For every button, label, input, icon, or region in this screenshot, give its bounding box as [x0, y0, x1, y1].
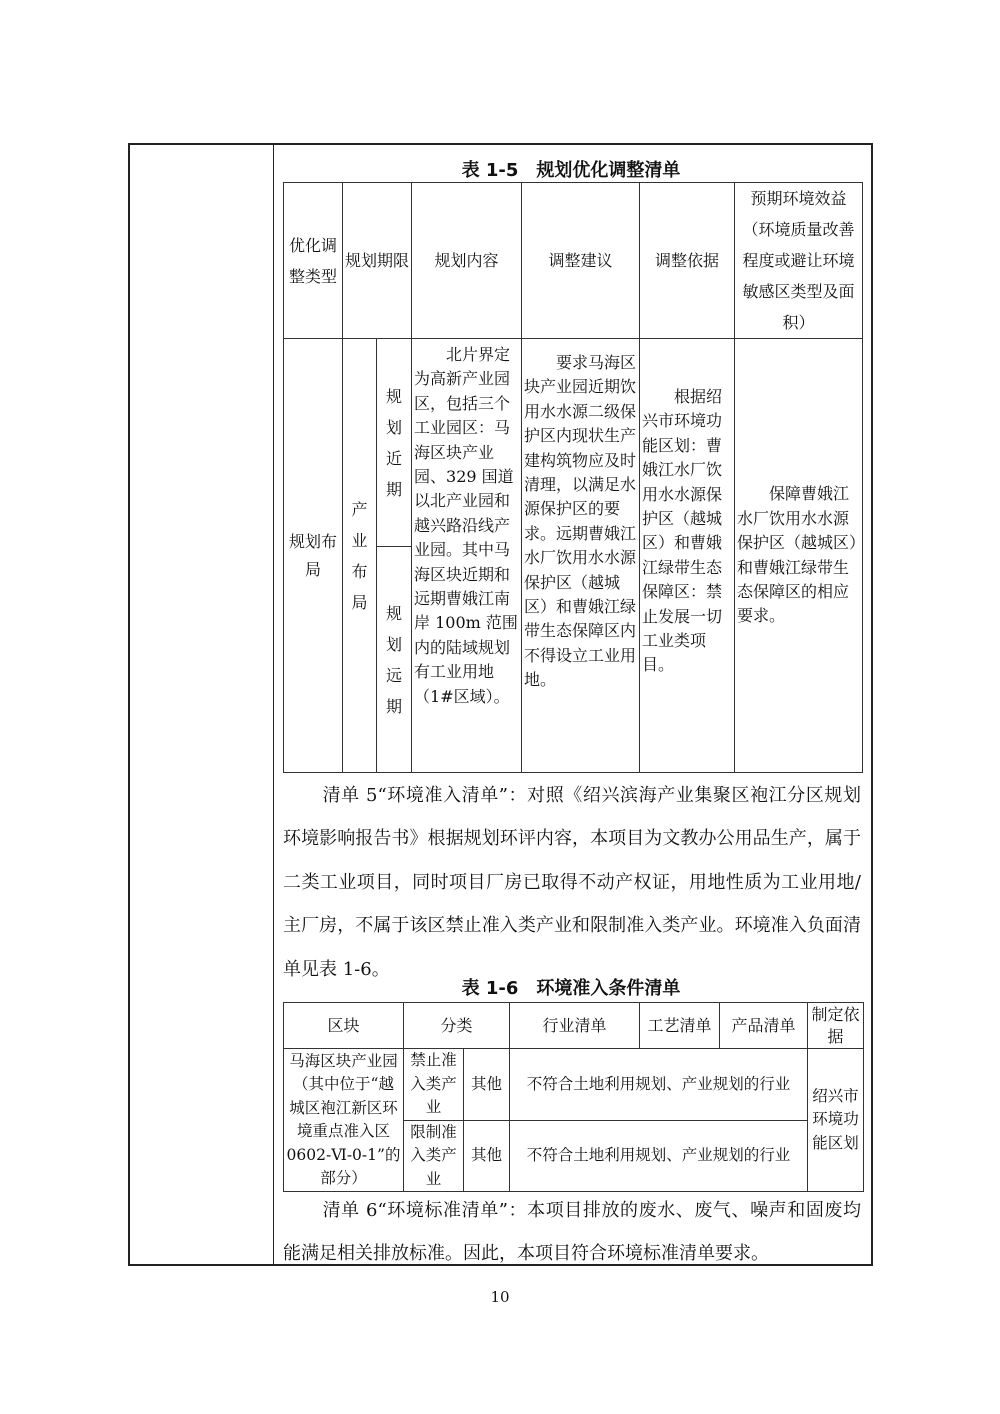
- row-benefit: 保障曹娥江水厂饮用水水源保护区（越城区）和曹娥江绿带生态保障区的相应要求。: [735, 339, 863, 773]
- period-far: 规划远期: [377, 547, 412, 773]
- header-basis: 制定依据: [808, 1003, 864, 1049]
- industry-prohibited: 不符合土地利用规划、产业规划的行业: [510, 1049, 808, 1121]
- row-content: 北片界定为高新产业园区，包括三个工业园区：马海区块产业园、329 国道以北产业园和越兴路沿线产业园。其中马海区块近期和远期曹娥江南岸 100m 范围内的陆域规划有工业用地（1#区域）。: [412, 339, 522, 773]
- header-period: 规划期限: [343, 183, 412, 339]
- row-basis: 根据绍兴市环境功能区划：曹娥江水厂饮用水水源保护区（越城区）和曹娥江绿带生态保障区：禁止发展一切工业类项目。: [640, 339, 735, 773]
- category-prohibited: 禁止准入类产业: [404, 1049, 464, 1121]
- paragraph-list-5: 清单 5“环境准入清单”：对照《绍兴滨海产业集聚区袍江分区规划环境影响报告书》根据规划环评内容，本项目为文教办公用品生产，属于二类工业项目，同时项目厂房已取得不动产权证，用地性质为工业用地/主厂房，不属于该区禁止准入类产业和限制准入类产业。环境准入负面清单见表 1-6。: [283, 785, 861, 980]
- table-1-5: [283, 182, 863, 773]
- header-suggestion: 调整建议: [522, 183, 640, 339]
- table-1-6: [283, 1002, 864, 1192]
- sub-restricted: 其他: [464, 1120, 510, 1192]
- header-benefit: 预期环境效益（环境质量改善程度或避让环境敏感区类型及面积）: [735, 183, 863, 339]
- row-suggestion: 要求马海区块产业园近期饮用水水源二级保护区内现状生产建构筑物应及时清理，以满足水源保护区的要求。远期曹娥江水厂饮用水水源保护区（越城区）和曹娥江绿带生态保障区内不得设立工业用地。: [522, 339, 640, 773]
- table-1-5-caption: 表 1-5 规划优化调整清单: [461, 160, 681, 181]
- header-basis: 调整依据: [640, 183, 735, 339]
- basis-cell: 绍兴市环境功能区划: [808, 1049, 864, 1192]
- header-type: 优化调整类型: [284, 183, 343, 339]
- paragraph-list-6: 清单 6“环境标准清单”：本项目排放的废水、废气、噪声和固废均能满足相关排放标准。因此，本项目符合环境标准清单要求。: [283, 1200, 861, 1265]
- row-subtype: 产业布局: [343, 339, 377, 773]
- industry-restricted: 不符合土地利用规划、产业规划的行业: [510, 1120, 808, 1192]
- header-product: 产品清单: [720, 1003, 808, 1049]
- category-restricted: 限制准入类产业: [404, 1120, 464, 1192]
- header-content: 规划内容: [412, 183, 522, 339]
- period-near: 规划近期: [377, 339, 412, 547]
- table-1-6-caption: 表 1-6 环境准入条件清单: [461, 978, 681, 999]
- header-industry: 行业清单: [510, 1003, 640, 1049]
- page-number: 10: [490, 1288, 510, 1306]
- row-type: 规划布局: [284, 339, 343, 773]
- header-block: 区块: [284, 1003, 404, 1049]
- header-category: 分类: [404, 1003, 510, 1049]
- block-cell: 马海区块产业园（其中位于“越城区袍江新区环境重点准入区 0602-Ⅵ-0-1”的部分）: [284, 1049, 404, 1192]
- header-process: 工艺清单: [640, 1003, 720, 1049]
- frame-divider: [273, 143, 274, 1266]
- sub-prohibited: 其他: [464, 1049, 510, 1121]
